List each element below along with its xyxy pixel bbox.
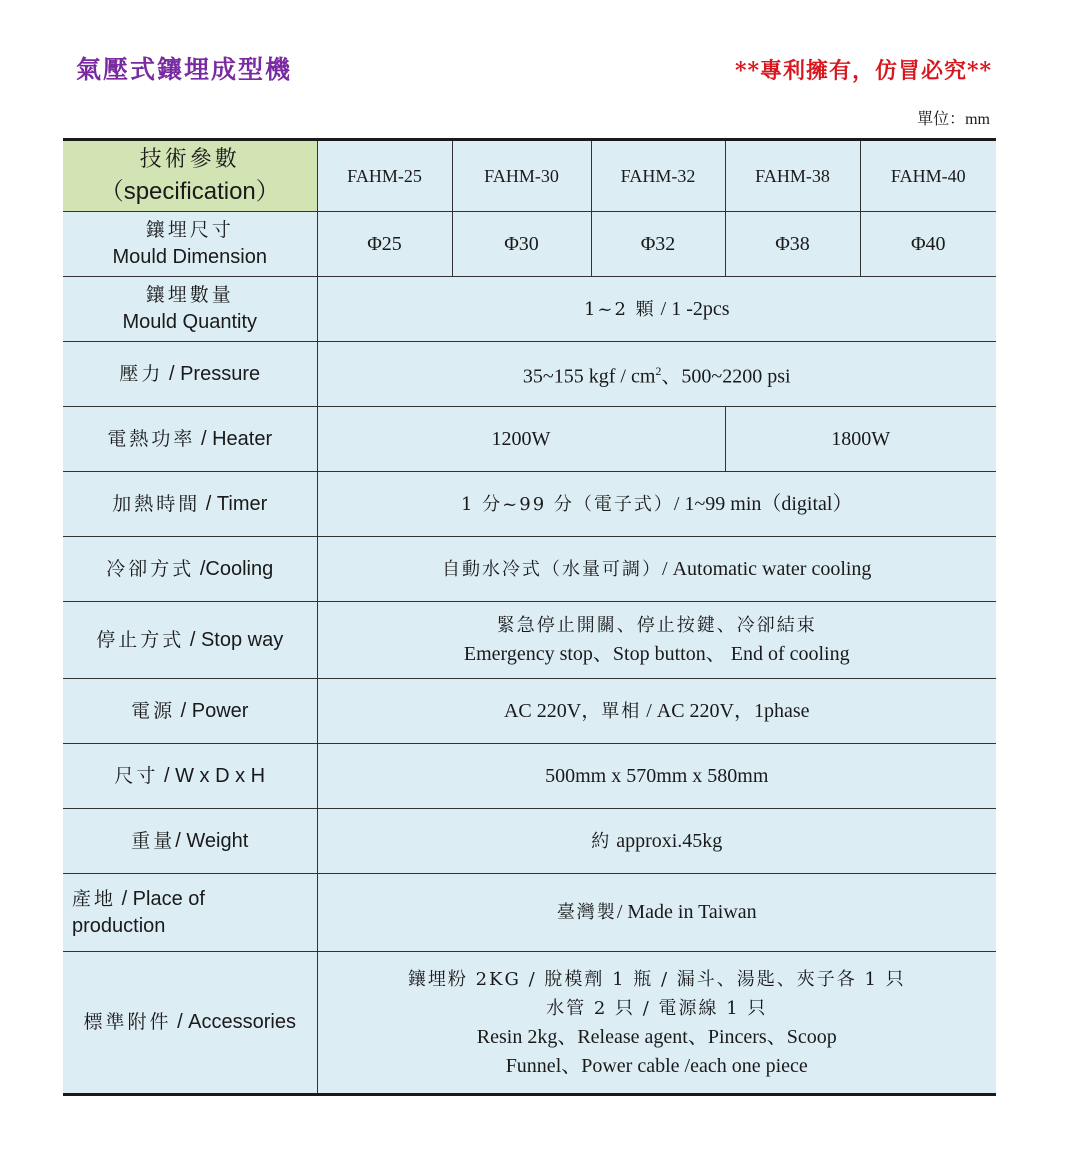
label-zh: 電熱功率 bbox=[107, 427, 196, 450]
dimension-value: Φ32 bbox=[591, 212, 725, 277]
row-label bbox=[63, 809, 317, 874]
value-part: / AC 220V，1phase bbox=[641, 699, 810, 722]
row-label bbox=[63, 874, 317, 952]
value-zh: 臺灣製 bbox=[556, 902, 617, 923]
header-label-zh: 技術參數 bbox=[139, 147, 240, 172]
value-zh: 單相 bbox=[601, 700, 642, 722]
dimension-value: Φ25 bbox=[317, 212, 452, 277]
value-en: / Automatic water cooling bbox=[662, 557, 872, 580]
row-label bbox=[63, 679, 317, 744]
row-stop bbox=[63, 602, 996, 679]
label-zh: 重量 bbox=[131, 829, 176, 852]
value-en: / 1~99 min（digital） bbox=[673, 492, 853, 515]
label-en: / Stop way bbox=[184, 628, 284, 651]
value-zh: 1~2 顆 bbox=[583, 298, 656, 320]
dimension-value: Φ40 bbox=[860, 212, 996, 277]
row-quantity bbox=[63, 277, 996, 342]
row-label bbox=[63, 212, 317, 277]
label-en: production bbox=[72, 914, 166, 937]
row-label bbox=[63, 602, 317, 679]
row-power bbox=[63, 679, 996, 744]
value-en: / 1 -2pcs bbox=[655, 297, 730, 320]
row-size bbox=[63, 744, 996, 809]
heater-value-1: 1200W bbox=[317, 407, 725, 472]
unit-note: 單位：mm bbox=[917, 111, 990, 128]
value-en: approxi.45kg bbox=[611, 829, 723, 852]
label-zh: 產地 bbox=[72, 887, 117, 910]
row-label bbox=[63, 472, 317, 537]
row-accessories bbox=[63, 952, 996, 1095]
weight-value bbox=[317, 809, 996, 874]
power-value bbox=[317, 679, 996, 744]
row-cooling bbox=[63, 537, 996, 602]
row-origin bbox=[63, 874, 996, 952]
value-zh: 約 bbox=[591, 830, 612, 852]
accessories-value bbox=[317, 952, 996, 1095]
value-zh: 1 分~99 分（電子式） bbox=[461, 493, 674, 515]
stop-value bbox=[317, 602, 996, 679]
label-zh: 標準附件 bbox=[83, 1011, 172, 1033]
row-timer bbox=[63, 472, 996, 537]
page-title: 氣壓式鑲埋成型機 bbox=[76, 55, 293, 84]
quantity-value bbox=[317, 277, 996, 342]
value-line: 鑲埋粉 2KG / 脫模劑 1 瓶 / 漏斗、湯匙、夾子各 1 只 bbox=[407, 968, 906, 990]
label-en: / Accessories bbox=[171, 1011, 296, 1033]
dimension-value: Φ30 bbox=[452, 212, 591, 277]
label-zh: 電源 bbox=[131, 699, 176, 722]
label-zh: 停止方式 bbox=[96, 628, 185, 651]
model-fahm-25: FAHM-25 bbox=[317, 140, 452, 212]
row-label bbox=[63, 407, 317, 472]
value-line: Resin 2kg、Release agent、Pincers、Scoop bbox=[476, 1025, 837, 1048]
dimension-value: Φ38 bbox=[725, 212, 860, 277]
label-zh: 冷卻方式 bbox=[106, 557, 195, 580]
label-zh: 鑲埋數量 bbox=[145, 284, 234, 306]
patent-notice: **專利擁有，仿冒必究** bbox=[734, 58, 992, 84]
model-fahm-32: FAHM-32 bbox=[591, 140, 725, 212]
value-en: / Made in Taiwan bbox=[616, 901, 757, 923]
row-weight bbox=[63, 809, 996, 874]
label-zh: 鑲埋尺寸 bbox=[145, 219, 234, 241]
size-value: 500mm x 570mm x 580mm bbox=[317, 744, 996, 809]
row-label bbox=[63, 744, 317, 809]
value-en: Emergency stop、Stop button、 End of cooling bbox=[463, 643, 850, 665]
value-part: AC 220V， bbox=[503, 699, 602, 722]
label-en: / Heater bbox=[195, 427, 273, 450]
spec-table bbox=[63, 138, 996, 1096]
row-dimension bbox=[63, 212, 996, 277]
header-row bbox=[63, 140, 996, 212]
header-label-en: （specification） bbox=[99, 178, 280, 205]
timer-value bbox=[317, 472, 996, 537]
label-zh: 加熱時間 bbox=[112, 492, 201, 515]
header-label bbox=[63, 140, 317, 212]
pressure-value bbox=[317, 342, 996, 407]
label-en: / Timer bbox=[200, 492, 268, 515]
label-en: / Place of bbox=[116, 887, 205, 910]
label-en: Mould Dimension bbox=[112, 246, 267, 268]
value-part: 、500~2200 psi bbox=[661, 365, 791, 388]
label-en: / Power bbox=[175, 699, 249, 722]
label-en: Mould Quantity bbox=[122, 311, 257, 333]
value-zh: 緊急停止開關、停止按鍵、冷卻結束 bbox=[496, 615, 817, 636]
value-superscript: 2 bbox=[655, 363, 662, 378]
label-en: /Cooling bbox=[194, 557, 274, 580]
value-part: 35~155 kgf / cm bbox=[522, 365, 656, 388]
label-en: / W x D x H bbox=[158, 764, 266, 787]
model-fahm-40: FAHM-40 bbox=[860, 140, 996, 212]
row-pressure bbox=[63, 342, 996, 407]
model-fahm-30: FAHM-30 bbox=[452, 140, 591, 212]
value-line: 水管 2 只 / 電源線 1 只 bbox=[546, 997, 768, 1019]
value-zh: 自動水冷式（水量可調） bbox=[442, 558, 663, 580]
row-label bbox=[63, 342, 317, 407]
model-fahm-38: FAHM-38 bbox=[725, 140, 860, 212]
row-heater bbox=[63, 407, 996, 472]
cooling-value bbox=[317, 537, 996, 602]
row-label bbox=[63, 537, 317, 602]
origin-value bbox=[317, 874, 996, 952]
label-en: / Pressure bbox=[163, 362, 261, 385]
label-en: / Weight bbox=[175, 829, 249, 852]
value-line: Funnel、Power cable /each one piece bbox=[505, 1054, 808, 1077]
row-label bbox=[63, 952, 317, 1095]
heater-value-2: 1800W bbox=[725, 407, 996, 472]
row-label bbox=[63, 277, 317, 342]
label-zh: 尺寸 bbox=[114, 764, 159, 787]
label-zh: 壓力 bbox=[119, 362, 164, 385]
